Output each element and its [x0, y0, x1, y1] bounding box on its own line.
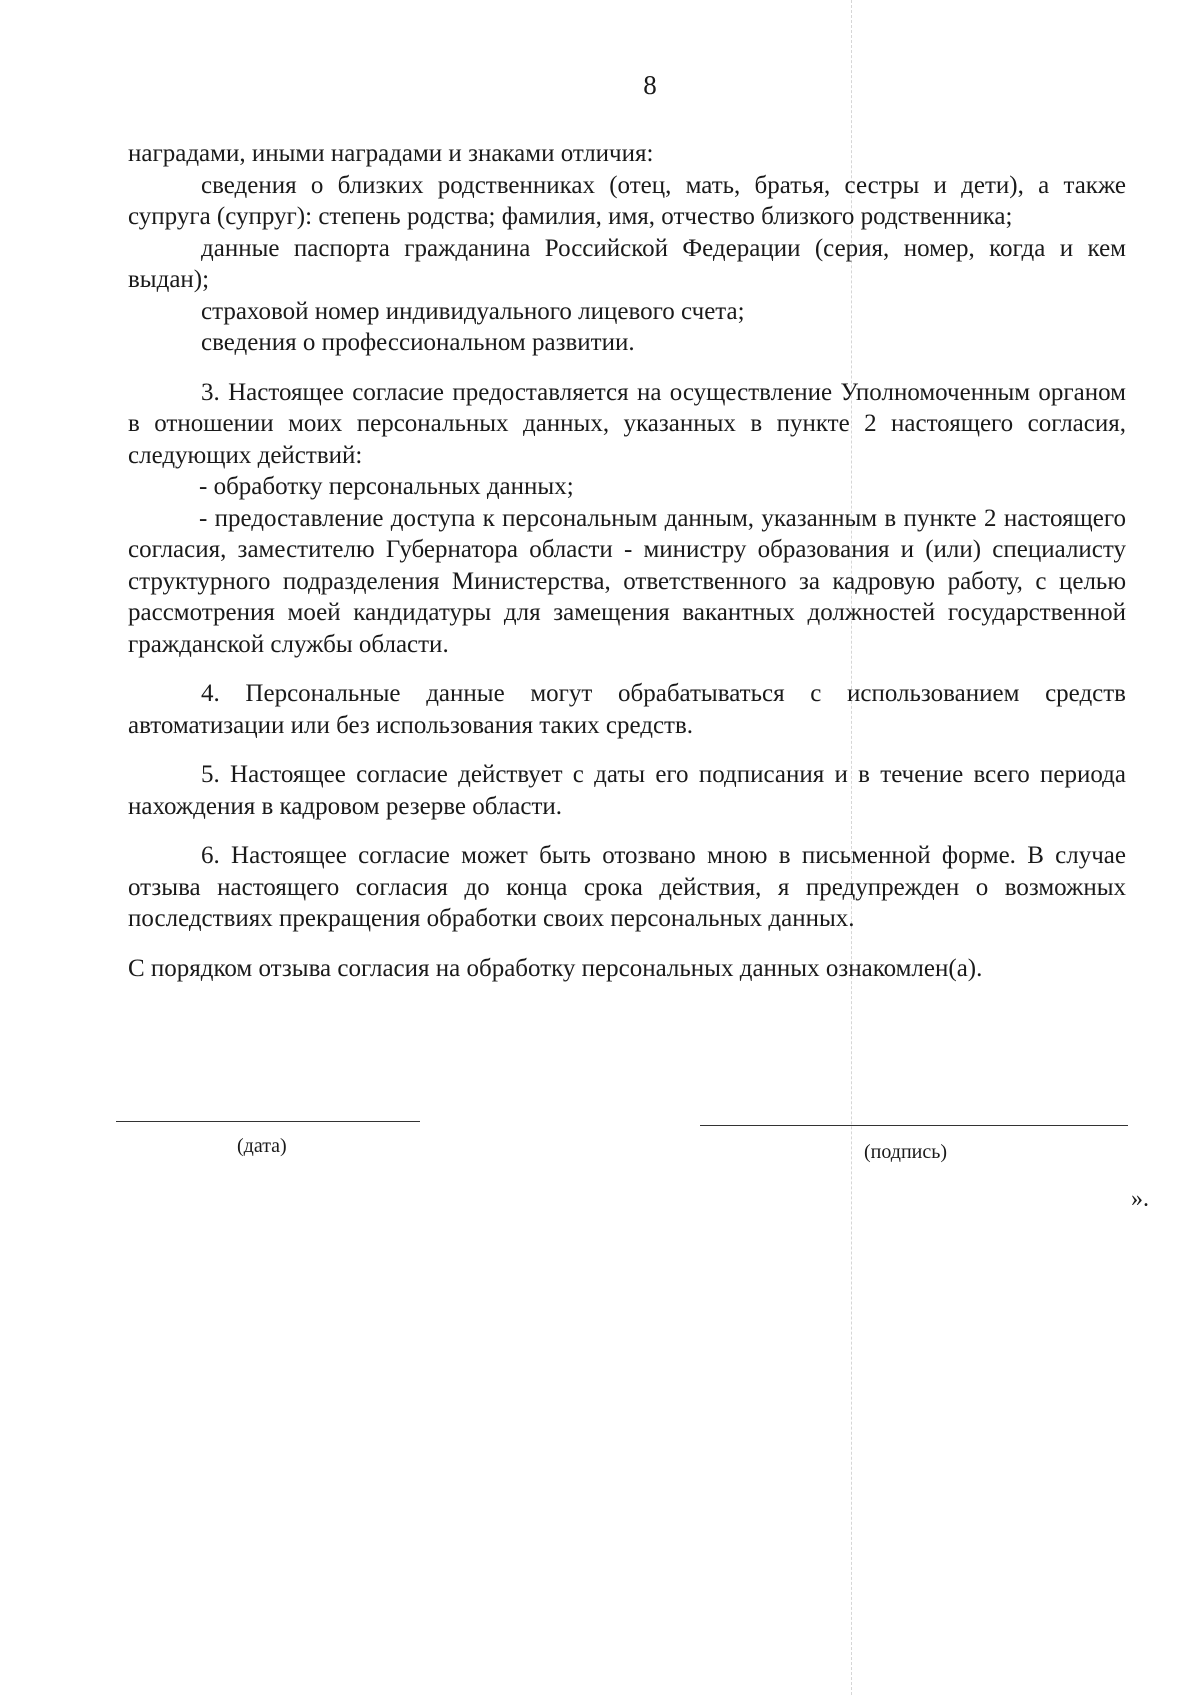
paragraph-passport-data: данные паспорта гражданина Российской Федерации (серия, номер, когда и кем выдан);: [128, 234, 1126, 293]
paragraph-processing-item: - обработку персональных данных;: [199, 473, 574, 500]
page-number: 8: [643, 70, 657, 100]
paragraph-clause-4: 4. Персональные данные могут обрабатываться с использованием средств автоматизации или без использования таких средств.: [128, 680, 1126, 739]
signature-caption: (подпись): [864, 1141, 948, 1163]
date-signature-line: [116, 1121, 420, 1122]
date-caption: (дата): [237, 1135, 287, 1157]
closing-quote-mark: ».: [1131, 1186, 1149, 1212]
paragraph-professional-development: сведения о профессиональном развитии.: [201, 329, 635, 356]
paragraph-relatives-info: сведения о близких родственниках (отец, мать, братья, сестры и дети), а также супруга (супруг): степень родства; фамилия, имя, отчество близкого родственника;: [128, 171, 1126, 230]
signature-line: [700, 1125, 1128, 1126]
paragraph-clause-3: 3. Настоящее согласие предоставляется на осуществление Уполномоченным органом в отношении моих персональных данных, указанных в пункте 2 настоящего согласия, следующих действий:: [128, 378, 1126, 469]
paragraph-access-item: - предоставление доступа к персональным данным, указанным в пункте 2 настоящего согласия, заместителю Губернатора области - министру образования и (или) специалисту структурного подразделения Министерства, ответственного за кадровую работу, с целью рассмотрения моей кандидатуры для замещения вакантных должностей государственной гражданской службы области.: [128, 504, 1126, 658]
paragraph-clause-5: 5. Настоящее согласие действует с даты его подписания и в течение всего периода нахождения в кадровом резерве области.: [128, 761, 1126, 820]
paragraph-acknowledgement: С порядком отзыва согласия на обработку персональных данных ознакомлен(а).: [128, 954, 983, 982]
document-body: [128, 138, 1126, 984]
paragraph-clause-6: 6. Настоящее согласие может быть отозвано мною в письменной форме. В случае отзыва настоящего согласия до конца срока действия, я предупрежден о возможных последствиях прекращения обработки своих персональных данных.: [128, 842, 1126, 932]
paragraph-awards-continuation: наградами, иными наградами и знаками отличия:: [128, 140, 654, 167]
paragraph-insurance-number: страховой номер индивидуального лицевого счета;: [201, 297, 745, 325]
